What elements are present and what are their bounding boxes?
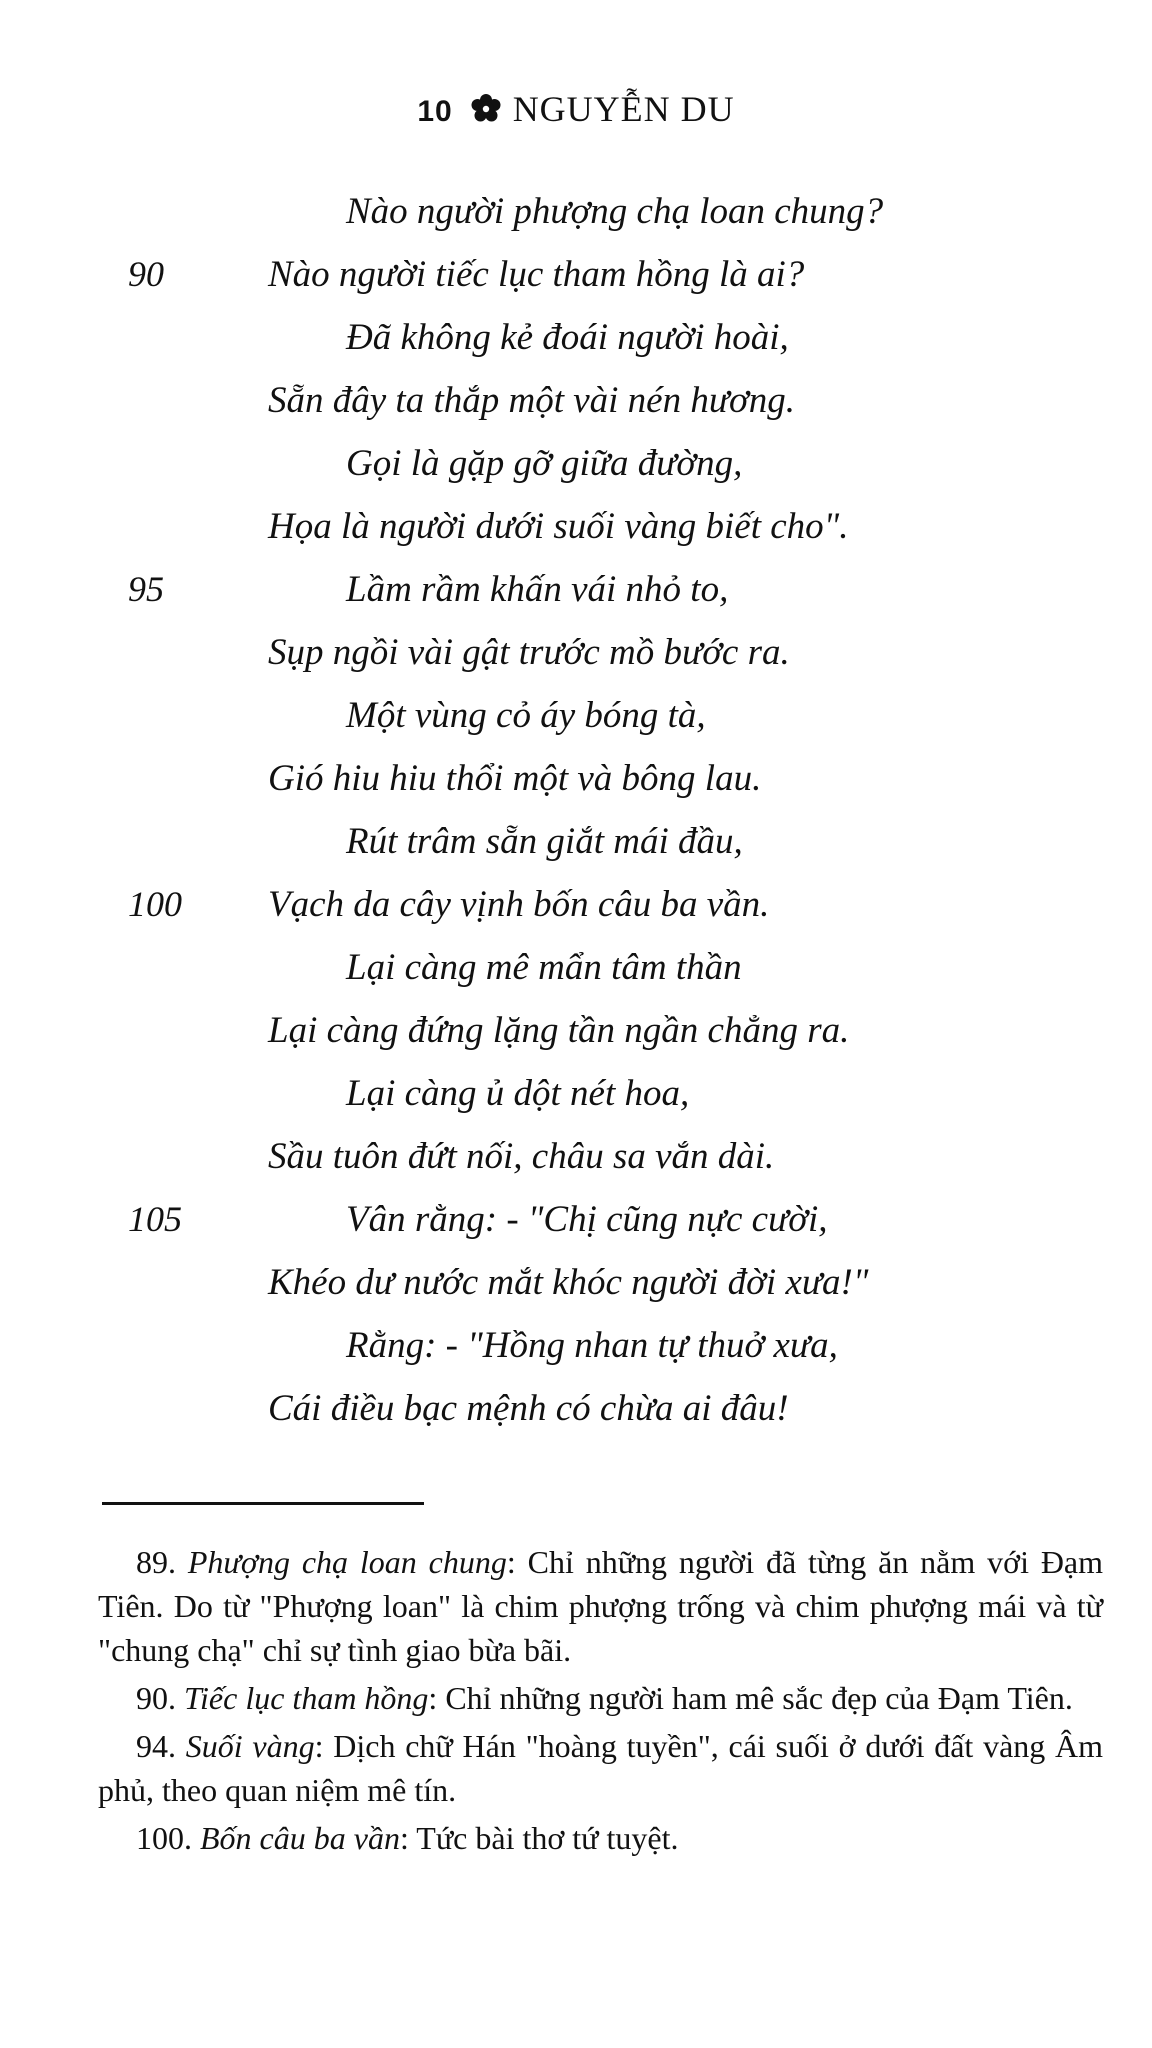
footnote-ref: 94. — [136, 1728, 176, 1764]
poem-line — [0, 621, 1152, 684]
verse-text: Sẵn đây ta thắp một vài nén hương. — [268, 380, 796, 421]
verse-text: Khéo dư nước mắt khóc người đời xưa!" — [268, 1262, 869, 1303]
line-number: 100 — [128, 884, 182, 924]
verse-text: Một vùng cỏ áy bóng tà, — [346, 695, 706, 736]
poem-line — [0, 369, 1152, 432]
footnote-term: Tiếc lục tham hồng — [184, 1680, 429, 1716]
footnote — [98, 1816, 1103, 1860]
verse-text: Lại càng ủ dột nét hoa, — [346, 1073, 690, 1114]
poem-line — [0, 936, 1152, 999]
poem-line — [0, 1377, 1152, 1440]
poem-line — [0, 1314, 1152, 1377]
poem-line — [0, 810, 1152, 873]
verse-text: Nào người tiếc lục tham hồng là ai? — [268, 254, 805, 295]
verse-text: Vạch da cây vịnh bốn câu ba vần. — [268, 884, 770, 925]
footnote-ref: 90. — [136, 1680, 176, 1716]
poem-line — [0, 243, 1152, 306]
footnotes — [98, 1540, 1103, 1864]
footnote-body: : Tức bài thơ tứ tuyệt. — [399, 1820, 679, 1856]
line-number: 105 — [128, 1199, 182, 1239]
verse-text: Rằng: - "Hồng nhan tự thuở xưa, — [346, 1325, 838, 1366]
poem-line — [0, 432, 1152, 495]
verse-text: Lại càng đứng lặng tần ngần chẳng ra. — [268, 1010, 850, 1051]
line-number: 90 — [128, 254, 164, 294]
verse-text: Nào người phượng chạ loan chung? — [346, 191, 884, 232]
verse-text: Vân rằng: - "Chị cũng nực cười, — [346, 1199, 828, 1240]
verse-text: Rút trâm sẵn giắt mái đầu, — [346, 821, 743, 862]
flower-ornament-icon — [471, 94, 501, 124]
poem-line — [0, 873, 1152, 936]
footnote — [98, 1540, 1103, 1672]
footnote-ref: 89. — [136, 1544, 176, 1580]
poem-line — [0, 495, 1152, 558]
verse-text: Lại càng mê mẩn tâm thần — [346, 947, 742, 988]
poem-line — [0, 306, 1152, 369]
poem-line — [0, 1125, 1152, 1188]
verse-text: Gọi là gặp gỡ giữa đường, — [346, 443, 743, 484]
footnote-divider — [102, 1502, 424, 1505]
verse-text: Sụp ngồi vài gật trước mồ bước ra. — [268, 632, 790, 673]
poem-line — [0, 1251, 1152, 1314]
footnote-term: Bốn câu ba vần — [200, 1820, 400, 1856]
footnote — [98, 1724, 1103, 1812]
line-number: 95 — [128, 569, 164, 609]
footnote-body: : Dịch chữ Hán "hoàng tuyền", cái suối ở dưới đất vàng Âm phủ, theo quan niệm mê tín. — [98, 1728, 1104, 1808]
poem-line — [0, 558, 1152, 621]
footnote-term: Phượng chạ loan chung — [187, 1544, 507, 1580]
verse-text: Lầm rầm khấn vái nhỏ to, — [346, 569, 729, 610]
footnote-term: Suối vàng — [185, 1728, 315, 1764]
verse-text: Họa là người dưới suối vàng biết cho". — [268, 506, 849, 547]
footnote-ref: 100. — [136, 1820, 192, 1856]
verse-text: Đã không kẻ đoái người hoài, — [346, 317, 789, 358]
footnote — [98, 1676, 1103, 1720]
running-header — [0, 88, 1152, 130]
verse-text: Sầu tuôn đứt nối, châu sa vắn dài. — [268, 1136, 775, 1177]
footnote-body: : Chỉ những người ham mê sắc đẹp của Đạm Tiên. — [428, 1680, 1073, 1716]
footnote-body: : Chỉ những người đã từng ăn nằm với Đạm Tiên. Do từ "Phượng loan" là chim phượng trống và chim phượng mái và từ "chung chạ" chỉ sự tình giao bừa bãi. — [98, 1544, 1104, 1668]
poem-line — [0, 1062, 1152, 1125]
poem-line — [0, 180, 1152, 243]
poem-line — [0, 684, 1152, 747]
poem-line — [0, 1188, 1152, 1251]
verse-text: Gió hiu hiu thổi một và bông lau. — [268, 758, 762, 799]
verse-text: Cái điều bạc mệnh có chừa ai đâu! — [268, 1388, 789, 1429]
poem-line — [0, 747, 1152, 810]
poem-line — [0, 999, 1152, 1062]
poem-body — [0, 180, 1152, 1440]
page-number: 10 — [417, 95, 453, 128]
author-name: NGUYỄN DU — [512, 89, 735, 129]
